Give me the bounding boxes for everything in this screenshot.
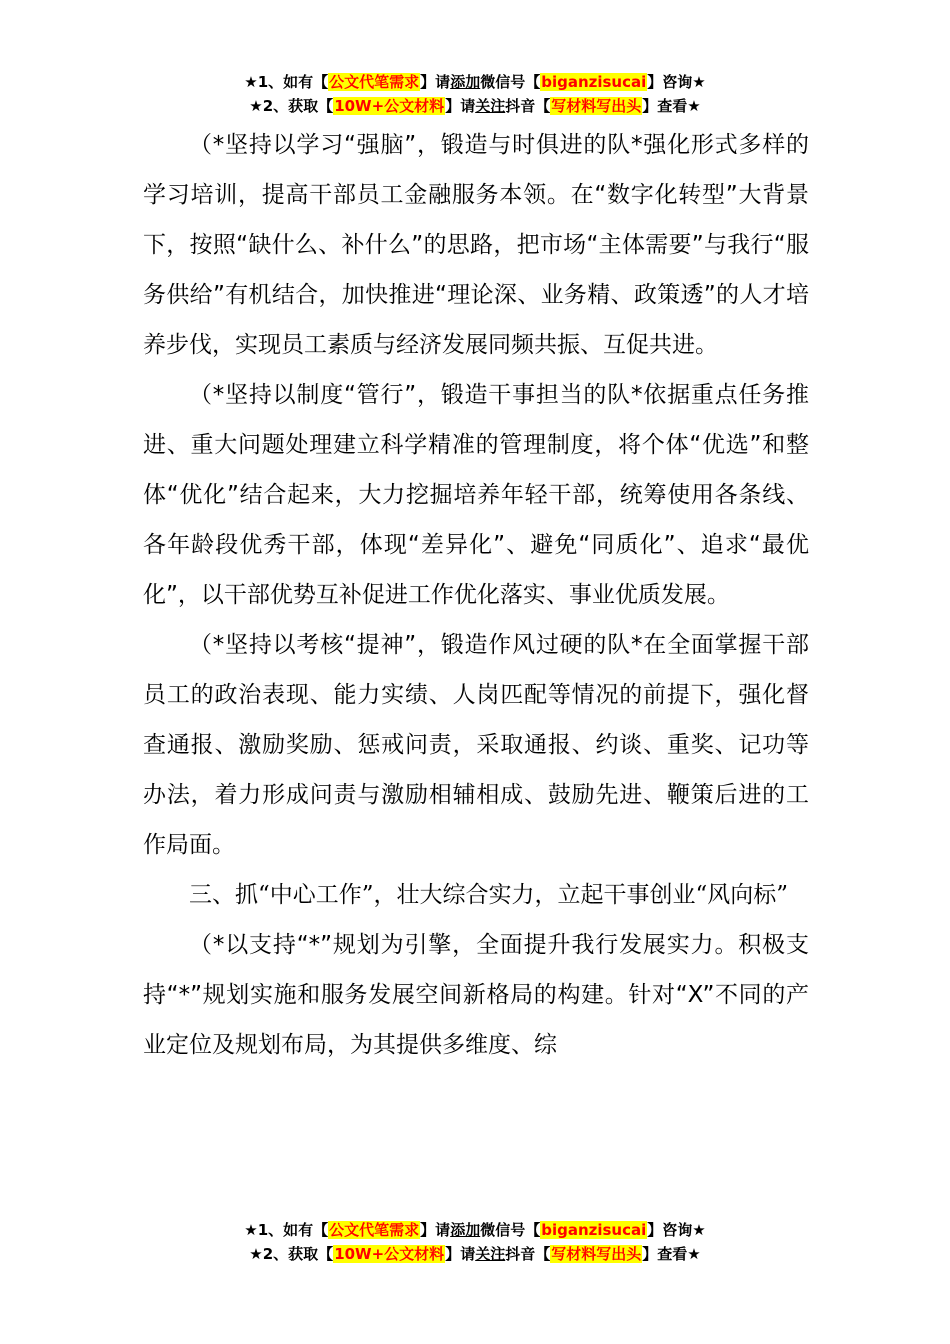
banner-underline: 添加	[450, 1221, 481, 1239]
paragraph-system: （*坚持以制度“管行”，锻造干事担当的队*依据重点任务推进、重大问题处理建立科学精准的管理制度，将个体“优选”和整体“优化”结合起来，大力挖掘培养年轻干部，统筹使用各条线、各年龄段优秀干部，体现“差异化”、避免“同质化”、追求“最优化”，以干部优势互补促进工作优化落实、事业优质发展。	[143, 382, 809, 608]
banner-text: ★1、如有【	[244, 73, 329, 91]
paragraph-assessment: （*坚持以考核“提神”，锻造作风过硬的队*在全面掌握干部员工的政治表现、能力实绩、人岗匹配等情况的前提下，强化督查通报、激励奖励、惩戒问责，采取通报、约谈、重奖、记功等办法，着力形成问责与激励相辅相成、鼓励先进、鞭策后进的工作局面。	[143, 632, 809, 858]
banner-text: 】请	[445, 1245, 476, 1263]
banner-text: 】咨询★	[647, 1221, 706, 1239]
banner-highlight: 10W+公文材料	[334, 1245, 445, 1263]
section-heading: 三、抓“中心工作”，壮大综合实力，立起干事创业“风向标”	[189, 882, 789, 908]
paragraph-planning: （*以支持“*”规划为引擎，全面提升我行发展实力。积极支持“*”规划实施和服务发展空间新格局的构建。针对“X”不同的产业定位及规划布局，为其提供多维度、综	[143, 932, 809, 1058]
paragraph-study: （*坚持以学习“强脑”，锻造与时俱进的队*强化形式多样的学习培训，提高干部员工金融服务本领。在“数字化转型”大背景下，按照“缺什么、补什么”的思路，把市场“主体需要”与我行“服务供给”有机结合，加快推进“理论深、业务精、政策透”的人才培养步伐，实现员工素质与经济发展同频共振、互促共进。	[143, 132, 809, 358]
banner-underline: 添加	[450, 73, 481, 91]
banner-text: 】请	[445, 97, 476, 115]
document-body	[143, 120, 809, 1070]
banner-highlight: 10W+公文材料	[334, 97, 445, 115]
banner-highlight: 写材料写出头	[551, 97, 642, 115]
banner-highlight: biganzisucai	[541, 73, 647, 91]
banner-line-2	[0, 94, 950, 118]
banner-text: ★2、获取【	[249, 1245, 334, 1263]
banner-text: ★1、如有【	[244, 1221, 329, 1239]
banner-text: 】查看★	[642, 1245, 701, 1263]
banner-highlight: 公文代笔需求	[329, 1221, 420, 1239]
banner-text: ★2、获取【	[249, 97, 334, 115]
banner-line-1	[0, 1218, 950, 1242]
banner-text: 】请	[420, 73, 451, 91]
banner-text: 】查看★	[642, 97, 701, 115]
banner-text: 抖音【	[505, 1245, 551, 1263]
banner-text: 微信号【	[480, 73, 541, 91]
banner-line-2	[0, 1242, 950, 1266]
header-banner	[0, 70, 950, 118]
banner-line-1	[0, 70, 950, 94]
banner-highlight: 公文代笔需求	[329, 73, 420, 91]
banner-text: 抖音【	[505, 97, 551, 115]
banner-highlight: biganzisucai	[541, 1221, 647, 1239]
footer-banner	[0, 1218, 950, 1266]
banner-text: 】请	[420, 1221, 451, 1239]
banner-text: 微信号【	[480, 1221, 541, 1239]
banner-underline: 关注	[475, 97, 506, 115]
banner-highlight: 写材料写出头	[551, 1245, 642, 1263]
banner-text: 】咨询★	[647, 73, 706, 91]
banner-underline: 关注	[475, 1245, 506, 1263]
